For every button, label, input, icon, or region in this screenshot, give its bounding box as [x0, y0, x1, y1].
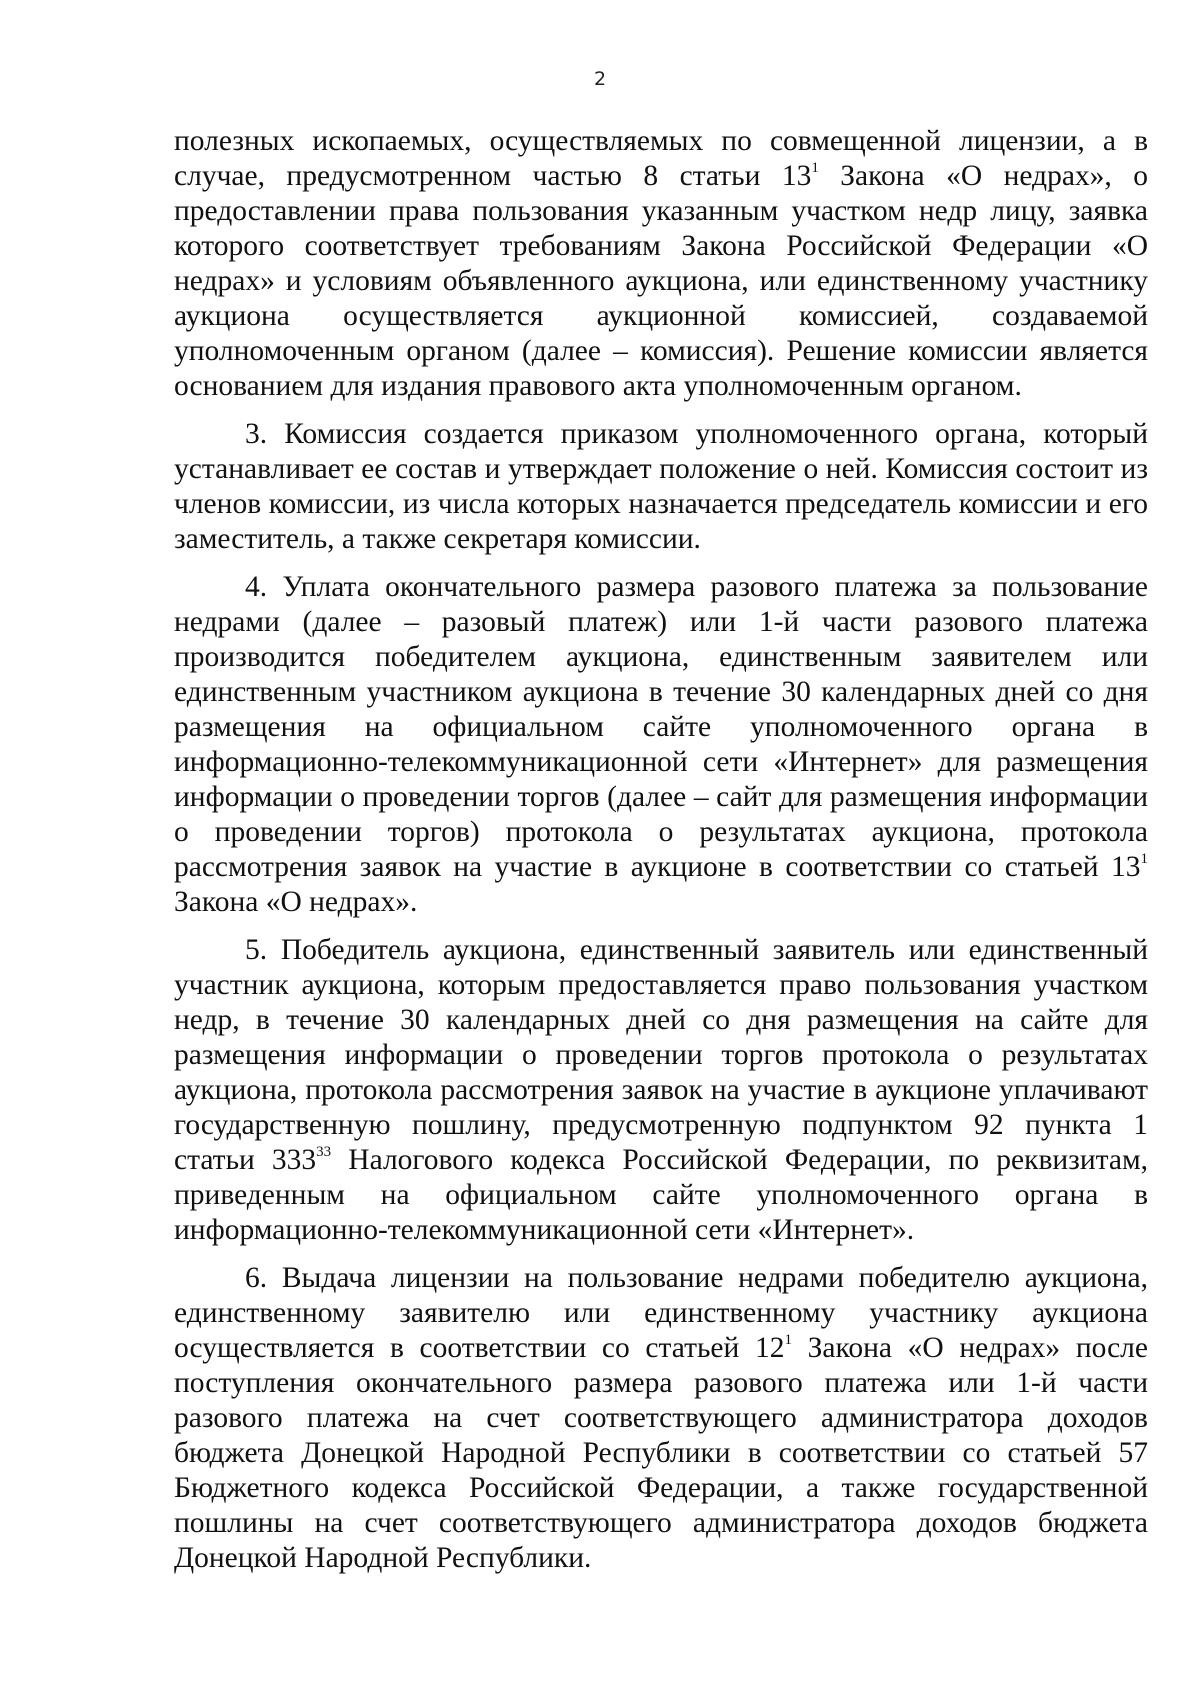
superscript: 1 — [784, 1332, 792, 1349]
document-body — [174, 124, 1148, 1589]
text-fragment: Закона «О недрах» после поступления окончательного размера разового платежа или 1-й части разового платежа на счет соответствующего администратора доходов бюджета Донецкой Народной Республики в соответствии со статьей 57 Бюджетного кодекса Российской Федерации, а также государственной пошлины на счет соответствующего администратора доходов бюджета Донецкой Народной Республики. — [174, 1332, 1148, 1574]
text-fragment: 6. Выдача лицензии на пользование недрами победителю аукциона, единственному заявителю или единственному участнику аукциона осуществляется в соответствии со статьей 12 — [174, 1262, 1148, 1364]
superscript: 33 — [316, 1144, 332, 1161]
text-fragment: Закона «О недрах», о предоставлении права пользования указанным участком недр лицу, заявка которого соответствует требованиям Закона Российской Федерации «О недрах» и условиям объявленного аукциона, или единственному участнику аукциона осуществляется аукционной комиссией, создаваемой уполномоченным органом (далее – комиссия). Решение комиссии является основанием для издания правового акта уполномоченным органом. — [174, 160, 1148, 402]
paragraph-continued — [174, 124, 1148, 404]
text-fragment: 5. Победитель аукциона, единственный заявитель или единственный участник аукциона, которым предоставляется право пользования участком недр, в течение 30 календарных дней со дня размещения на сайте для размещения информации о проведении торгов протокола о результатах аукциона, протокола рассмотрения заявок на участие в аукционе уплачивают государственную пошлину, предусмотренную подпунктом 92 пункта 1 статьи 333 — [174, 934, 1148, 1176]
superscript: 1 — [811, 160, 819, 177]
text-fragment: полезных ископаемых, осуществляемых по совмещенной лицензии, а в случае, предусмотренном частью 8 статьи 13 — [174, 125, 1148, 192]
text-fragment: Налогового кодекса Российской Федерации, по реквизитам, приведенным на официальном сайте уполномоченного органа в информационно-телекоммуникационной сети «Интернет». — [174, 1144, 1148, 1246]
text-fragment: 4. Уплата окончательного размера разового платежа за пользование недрами (далее – разовый платеж) или 1-й части разового платежа производится победителем аукциона, единственным заявителем или единственным участником аукциона в течение 30 календарных дней со дня размещения на официальном сайте уполномоченного органа в информационно-телекоммуникационной сети «Интернет» для размещения информации о проведении торгов (далее – сайт для размещения информации о проведении торгов) протокола о результатах аукциона, протокола рассмотрения заявок на участие в аукционе в соответствии со статьей 13 — [174, 571, 1148, 883]
paragraph-item-3 — [174, 417, 1148, 557]
superscript: 1 — [1140, 851, 1148, 868]
text-fragment: Закона «О недрах». — [174, 886, 418, 918]
text-fragment: 3. Комиссия создается приказом уполномоченного органа, который устанавливает ее состав и утверждает положение о ней. Комиссия состоит из членов комиссии, из числа которых назначается председатель комиссии и его заместитель, а также секретаря комиссии. — [174, 418, 1148, 555]
paragraph-item-5 — [174, 933, 1148, 1248]
paragraph-item-6 — [174, 1261, 1148, 1576]
paragraph-item-4 — [174, 570, 1148, 920]
page-number: 2 — [593, 68, 607, 90]
